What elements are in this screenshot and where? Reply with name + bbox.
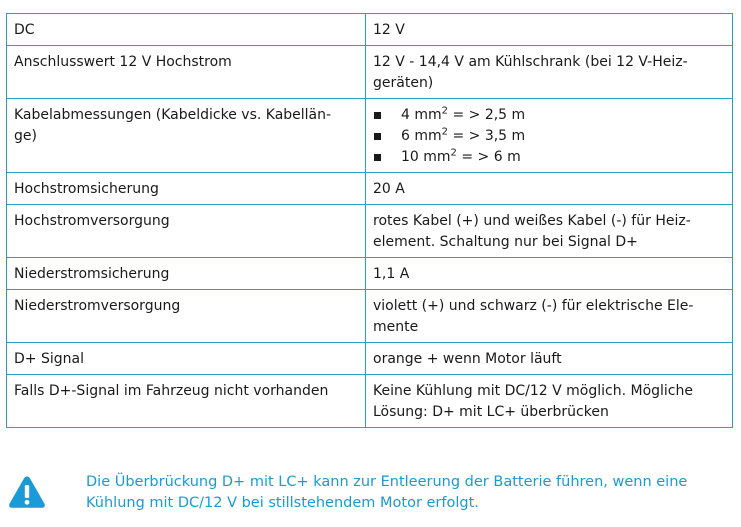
row-label: Hochstromsicherung <box>7 173 366 205</box>
bullet-prefix: 6 mm <box>401 128 442 144</box>
row-value: violett (+) und schwarz (-) für elektrische Ele- mente <box>366 290 733 343</box>
row-label: Niederstromversorgung <box>7 290 366 343</box>
spec-table <box>6 13 733 428</box>
row-label: Hochstromversorgung <box>7 205 366 258</box>
list-item <box>373 105 725 126</box>
row-label: Niederstromsicherung <box>7 258 366 290</box>
row-label: Anschlusswert 12 V Hochstrom <box>7 46 366 99</box>
row-value: orange + wenn Motor läuft <box>366 343 733 375</box>
table-row <box>7 99 733 173</box>
bullet-prefix: 4 mm <box>401 107 442 123</box>
row-label: D+ Signal <box>7 343 366 375</box>
table-row <box>7 173 733 205</box>
warning-note <box>6 472 726 516</box>
square-bullet-icon <box>374 154 381 161</box>
table-row <box>7 46 733 99</box>
table-row <box>7 290 733 343</box>
cable-size-list <box>373 105 725 168</box>
row-label: Falls D+-Signal im Fahrzeug nicht vorhanden <box>7 375 366 428</box>
table-row <box>7 258 733 290</box>
table-row <box>7 205 733 258</box>
warning-text: Die Überbrückung D+ mit LC+ kann zur Entleerung der Batterie führen, wenn eine Kühlung mit DC/12 V bei stillstehendem Motor erfolgt. <box>86 474 688 511</box>
list-item <box>373 126 725 147</box>
square-bullet-icon <box>374 112 381 119</box>
warning-triangle-icon <box>8 475 46 509</box>
row-label: Kabelabmessungen (Kabeldicke vs. Kabellän- ge) <box>7 99 366 173</box>
list-item <box>373 147 725 168</box>
square-bullet-icon <box>374 133 381 140</box>
row-label: DC <box>7 14 366 46</box>
table-row <box>7 343 733 375</box>
table-row <box>7 14 733 46</box>
bullet-superscript: 2 <box>441 105 449 117</box>
row-value-list <box>366 99 733 173</box>
row-value: 12 V - 14,4 V am Kühlschrank (bei 12 V-Heiz- geräten) <box>366 46 733 99</box>
row-value: 20 A <box>366 173 733 205</box>
bullet-superscript: 2 <box>441 126 449 138</box>
table-row <box>7 375 733 428</box>
row-value: rotes Kabel (+) und weißes Kabel (-) für Heiz- element. Schaltung nur bei Signal D+ <box>366 205 733 258</box>
bullet-suffix: = > 6 m <box>456 149 521 165</box>
bullet-suffix: = > 3,5 m <box>448 128 526 144</box>
bullet-superscript: 2 <box>450 147 457 159</box>
row-value: Keine Kühlung mit DC/12 V möglich. Mögliche Lösung: D+ mit LC+ überbrücken <box>366 375 733 428</box>
bullet-prefix: 10 mm <box>401 149 451 165</box>
row-value: 1,1 A <box>366 258 733 290</box>
bullet-suffix: = > 2,5 m <box>448 107 526 123</box>
row-value: 12 V <box>366 14 733 46</box>
